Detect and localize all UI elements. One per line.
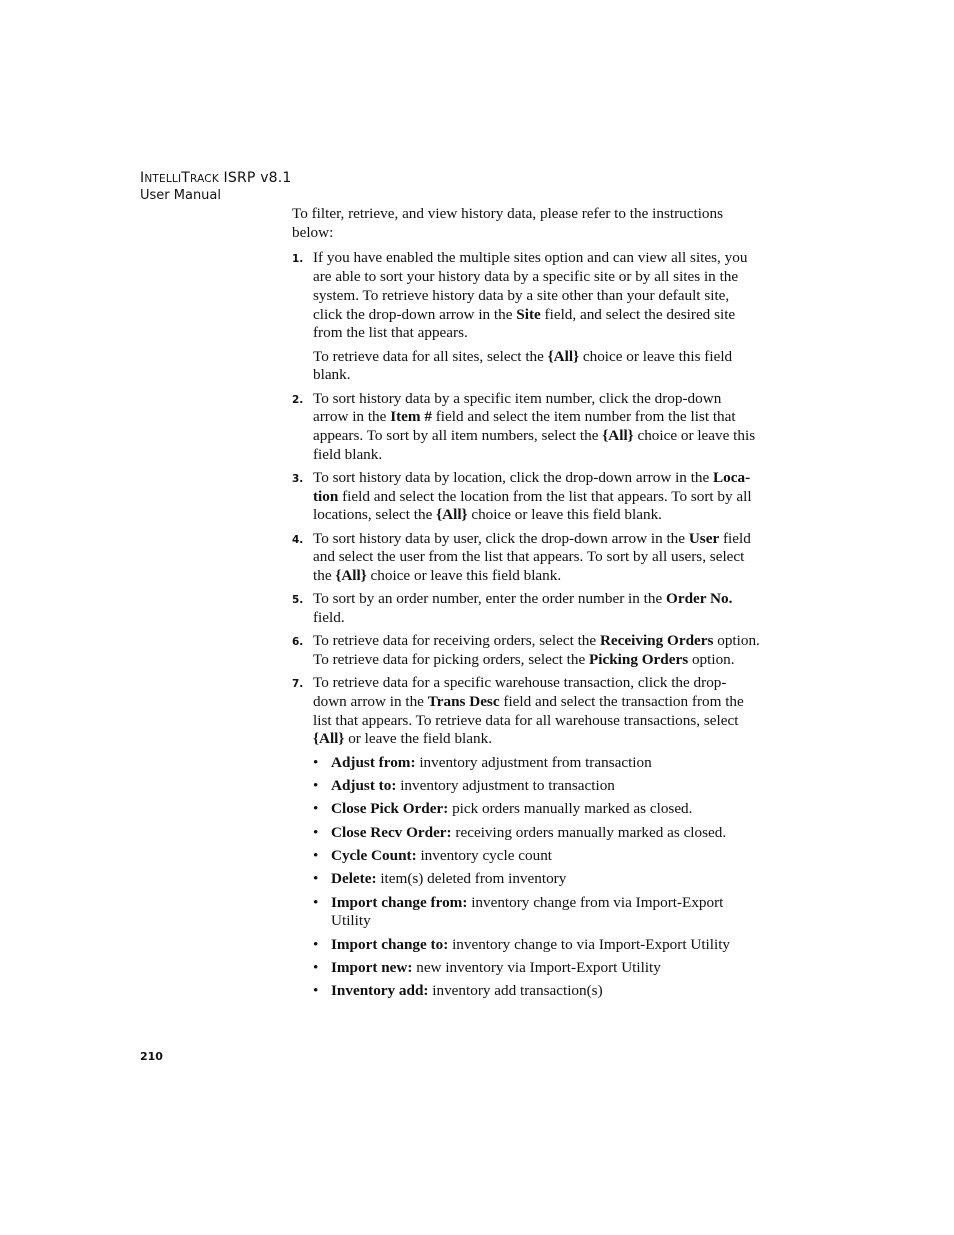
- steps-list: [292, 249, 760, 1000]
- title-initial-2: T: [181, 170, 191, 186]
- bullet-icon: •: [313, 823, 319, 841]
- step-text: To retrieve data for a specific warehouse transaction, click the drop-down arrow in the Trans Desc field and select the transaction from the list that appears. To retrieve data for all warehouse transactions, select {All} or leave the field blank.: [313, 674, 744, 748]
- bullet-icon: •: [313, 958, 319, 976]
- step-text: To sort history data by user, click the drop-down arrow in the User field and select the user from the list that appears. To sort by all users, select the {All} choice or leave this field blank.: [313, 529, 751, 585]
- running-header: [140, 170, 292, 204]
- step-number: 6.: [292, 636, 304, 649]
- bullet-icon: •: [313, 893, 319, 911]
- step-number: 5.: [292, 594, 304, 607]
- step-text: To sort by an order number, enter the order number in the Order No. field.: [313, 590, 733, 627]
- title-smallcaps-2: RACK: [190, 173, 219, 185]
- bullet-icon: •: [313, 935, 319, 953]
- bullet-icon: •: [313, 982, 319, 1000]
- step-number: 7.: [292, 678, 304, 691]
- manual-title: [140, 170, 292, 188]
- step-text: To sort history data by location, click the drop-down arrow in the Loca-tion field and select the location from the list that appears. To sort by all locations, select the {All} choice or leave this field blank.: [313, 468, 752, 524]
- step-note: To retrieve data for all sites, select the {All} choice or leave this field blank.: [313, 347, 733, 384]
- list-item: • Inventory add: inventory add transaction(s): [313, 982, 603, 1000]
- step-number: 3.: [292, 472, 304, 485]
- list-item: • Adjust to: inventory adjustment to transaction: [313, 777, 615, 795]
- page-number: 210: [140, 1050, 163, 1063]
- transaction-type-list: [313, 754, 760, 1001]
- step-item: [292, 530, 760, 586]
- bullet-icon: •: [313, 800, 319, 818]
- bullet-icon: •: [313, 777, 319, 795]
- step-number: 4.: [292, 533, 304, 546]
- step-number: 1.: [292, 253, 304, 266]
- list-item: • Close Pick Order: pick orders manually marked as closed.: [313, 800, 693, 818]
- step-item: [292, 469, 760, 525]
- step-item: [292, 249, 760, 385]
- intro-paragraph: To filter, retrieve, and view history data, please refer to the instructions below:: [292, 205, 724, 241]
- step-item: [292, 390, 760, 465]
- step-item: [292, 590, 760, 627]
- manual-subtitle: User Manual: [140, 188, 222, 203]
- step-number: 2.: [292, 393, 304, 406]
- step-item: [292, 632, 760, 669]
- list-item: • Cycle Count: inventory cycle count: [313, 846, 553, 864]
- list-item: • Close Recv Order: receiving orders manually marked as closed.: [313, 823, 727, 841]
- step-text: To retrieve data for receiving orders, select the Receiving Orders option. To retrieve data for picking orders, select the Picking Orders option.: [313, 632, 760, 669]
- list-item: • Import change from: inventory change from via Import-Export Utility: [313, 893, 724, 930]
- title-initial-1: I: [140, 170, 145, 186]
- step-text: If you have enabled the multiple sites option and can view all sites, you are able to sort your history data by a specific site or by all sites in the system. To retrieve history data by a site other than your default site, click the drop-down arrow in the Site field, and select the desired site from the list that appears.: [313, 249, 748, 342]
- bullet-icon: •: [313, 846, 319, 864]
- list-item: • Delete: item(s) deleted from inventory: [313, 870, 567, 888]
- title-version: ISRP v8.1: [218, 170, 292, 186]
- step-text: To sort history data by a specific item number, click the drop-down arrow in the Item # field and select the item number from the list that appears. To sort by all item numbers, select the {All} choice or leave this field blank.: [313, 389, 756, 463]
- step-item: [292, 674, 760, 1000]
- list-item: • Import change to: inventory change to via Import-Export Utility: [313, 935, 731, 953]
- bullet-icon: •: [313, 753, 319, 771]
- list-item: • Adjust from: inventory adjustment from transaction: [313, 753, 652, 771]
- bullet-icon: •: [313, 870, 319, 888]
- title-smallcaps-1: NTELLI: [144, 173, 182, 185]
- list-item: • Import new: new inventory via Import-Export Utility: [313, 958, 661, 976]
- body-content: [292, 205, 760, 1005]
